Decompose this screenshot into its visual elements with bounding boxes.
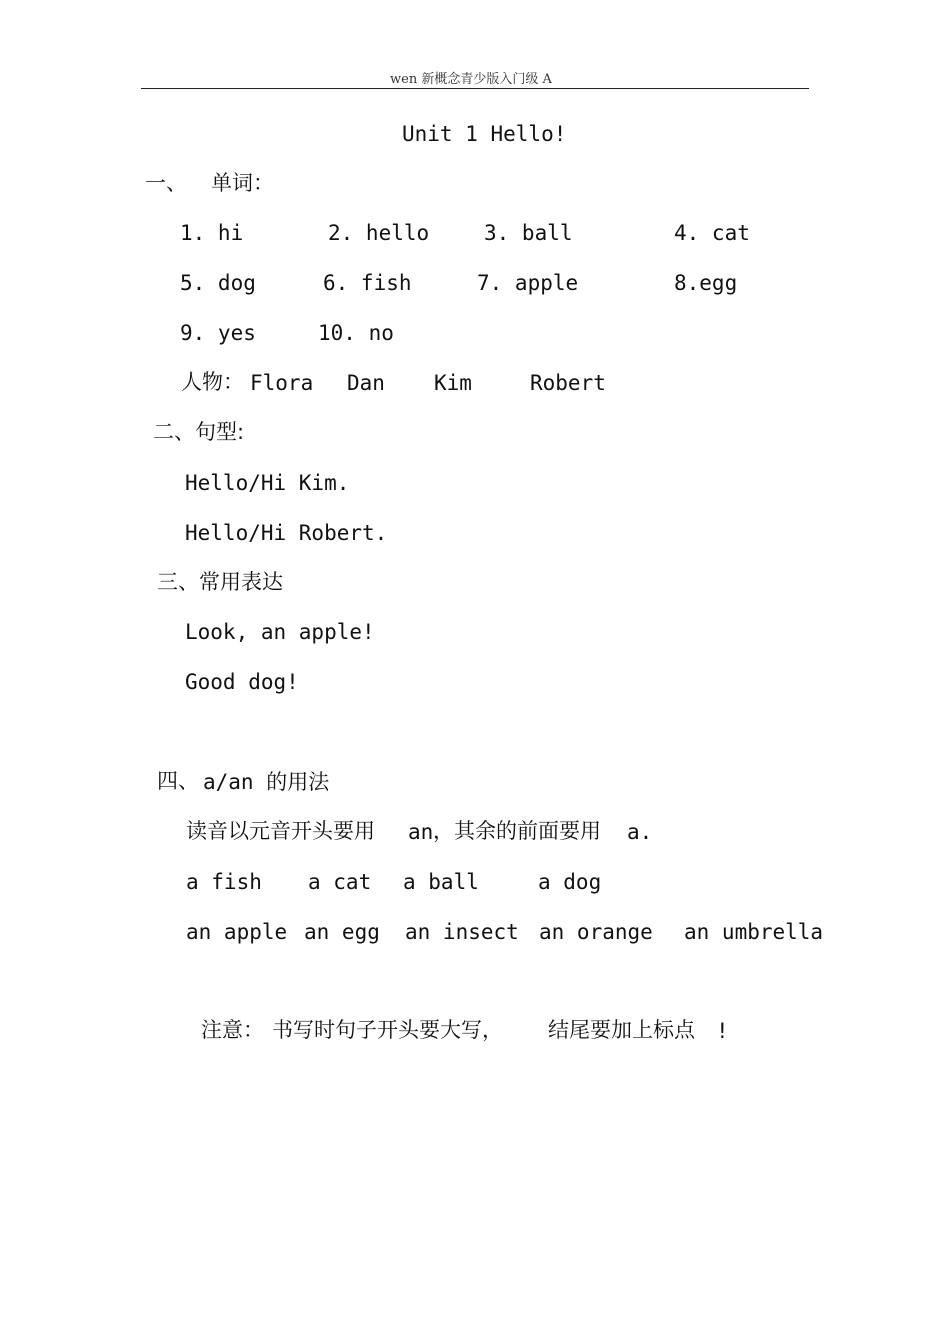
word-item: 9. yes (180, 321, 256, 345)
expression: Look, an apple! (185, 620, 375, 644)
characters-label: 人物： (181, 370, 244, 394)
expression: Good dog! (185, 670, 299, 694)
an-example: an apple (186, 920, 288, 944)
character-name: Kim (434, 371, 472, 395)
note-text-2: 结尾要加上标点 (548, 1018, 695, 1042)
page-header: wen 新概念青少版入门级 A (390, 72, 552, 87)
word-item: 8.egg (674, 271, 738, 295)
a-example: a fish (186, 870, 262, 894)
an-example: an egg (304, 920, 380, 944)
word-item: 3. ball (484, 221, 573, 245)
word-item: 5. dog (180, 271, 256, 295)
note-text-1: 书写时句子开头要大写， (272, 1018, 503, 1042)
rule-text-prefix: 读音以元音开头要用 (186, 819, 375, 843)
section1-marker: 一、 (145, 171, 187, 195)
word-item: 7. apple (477, 271, 579, 295)
section3-heading: 三、常用表达 (157, 570, 283, 594)
section2-heading: 二、句型: (153, 420, 245, 444)
section4-heading-marker: 四、 (157, 769, 199, 793)
character-name: Dan (347, 371, 385, 395)
word-item: 2. hello (328, 221, 430, 245)
rule-text-mid: ，其余的前面要用 (433, 819, 601, 843)
rule-a: a. (627, 820, 653, 844)
section1-heading: 单词： (211, 171, 274, 195)
an-example: an umbrella (684, 920, 824, 944)
an-example: an orange (539, 920, 653, 944)
header-divider (141, 88, 809, 89)
section4-heading: a/an 的用法 (203, 770, 330, 794)
note-label: 注意： (201, 1018, 264, 1042)
rule-an: an (408, 820, 434, 844)
note-end-mark: ! (716, 1019, 729, 1043)
word-item: 1. hi (180, 221, 244, 245)
word-item: 10. no (318, 321, 394, 345)
word-item: 4. cat (674, 221, 750, 245)
word-item: 6. fish (323, 271, 412, 295)
character-name: Flora (250, 371, 314, 395)
an-example: an insect (405, 920, 519, 944)
a-example: a cat (308, 870, 372, 894)
a-example: a ball (403, 870, 479, 894)
character-name: Robert (530, 371, 606, 395)
unit-title: Unit 1 Hello! (402, 122, 567, 146)
a-example: a dog (538, 870, 602, 894)
sentence-pattern: Hello/Hi Robert. (185, 521, 388, 545)
sentence-pattern: Hello/Hi Kim. (185, 471, 350, 495)
